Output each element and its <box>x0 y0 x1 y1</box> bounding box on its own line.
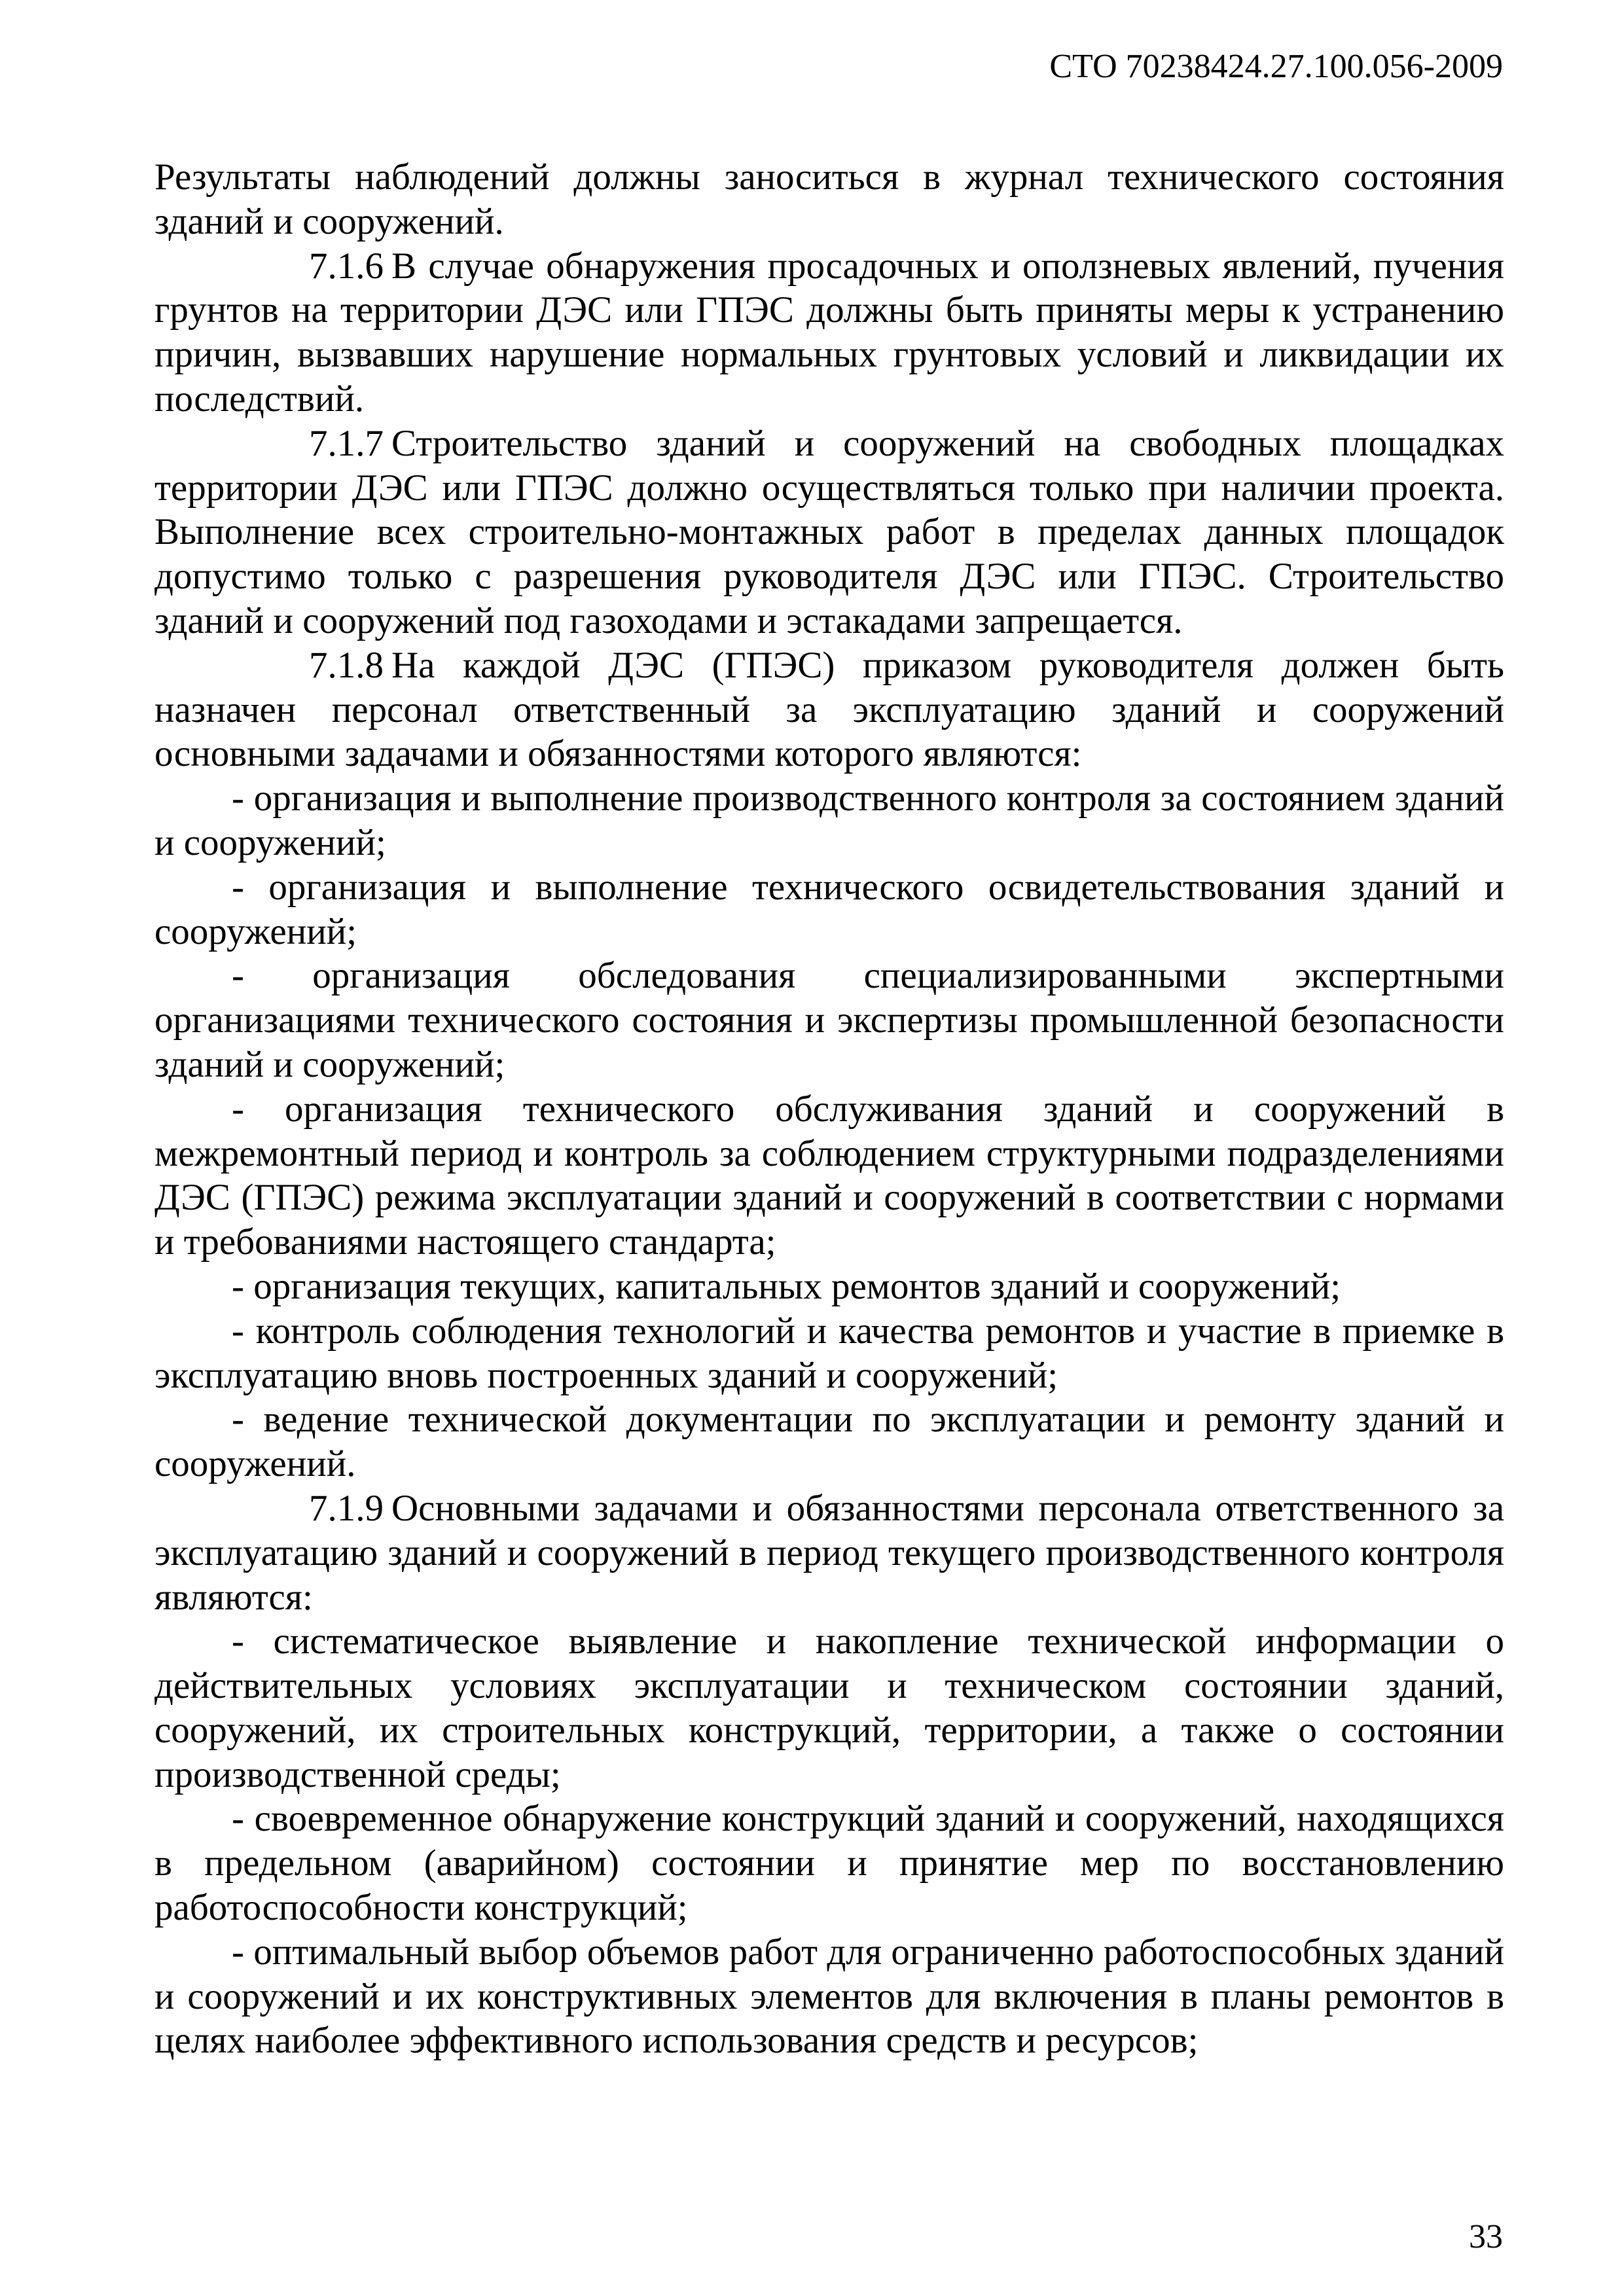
clause-number: 7.1.7 <box>309 422 384 464</box>
page-number: 33 <box>1469 2218 1503 2255</box>
document-code-header: СТО 70238424.27.100.056-2009 <box>1049 48 1503 85</box>
clause-number: 7.1.8 <box>309 644 384 686</box>
list-item <box>154 865 1504 954</box>
list-item <box>154 1265 1504 1309</box>
clause-text: Основными задачами и обязанностями персонала ответственного за эксплуатацию зданий и сооружений в период текущего производственного контроля являются: <box>154 1487 1504 1618</box>
list-item <box>154 1619 1504 1797</box>
paragraph-continuation <box>154 155 1504 244</box>
list-item-text: - организация обследования специализированными экспертными организациями технического состояния и экспертизы промышленной безопасности зданий и сооружений; <box>154 955 1504 1085</box>
list-item-text: - организация и выполнение технического освидетельствования зданий и сооружений; <box>154 866 1504 952</box>
clause-text: В случае обнаружения просадочных и оползневых явлений, пучения грунтов на территории ДЭС или ГПЭС должны быть приняты меры к устранению причин, вызвавших нарушение нормальных грунтовых условий и ликвидации их последствий. <box>154 245 1504 420</box>
clause-number: 7.1.9 <box>309 1487 384 1529</box>
list-item-text: - организация текущих, капитальных ремонтов зданий и сооружений; <box>232 1265 1341 1307</box>
list-item <box>154 1397 1504 1486</box>
list-item-text: - организация и выполнение производственного контроля за состоянием зданий и сооружений; <box>154 778 1504 863</box>
list-item <box>154 1087 1504 1265</box>
list-item <box>154 954 1504 1086</box>
document-body <box>154 155 1504 2063</box>
clause-7-1-8 <box>154 643 1504 776</box>
paragraph-text: Результаты наблюдений должны заноситься в журнал технического состояния зданий и сооружений. <box>154 156 1504 242</box>
list-item-text: - оптимальный выбор объемов работ для ограниченно работоспособных зданий и сооружений и их конструктивных элементов для включения в планы ремонтов в целях наиболее эффективного использования средств и ресурсов; <box>154 1931 1504 2062</box>
clause-number: 7.1.6 <box>309 245 384 287</box>
list-item-text: - систематическое выявление и накопление технической информации о действительных условиях эксплуатации и техническом состоянии зданий, сооружений, их строительных конструкций, территории, а также о состоянии производственной среды; <box>154 1621 1504 1795</box>
list-item <box>154 1797 1504 1929</box>
list-item <box>154 1930 1504 2063</box>
list-item-text: - ведение технической документации по эксплуатации и ремонту зданий и сооружений. <box>154 1399 1504 1485</box>
clause-text: Строительство зданий и сооружений на свободных площадках территории ДЭС или ГПЭС должно осуществляться только при наличии проекта. Выполнение всех строительно-монтажных работ в пределах данных площадок допустимо только с разрешения руководителя ДЭС или ГПЭС. Строительство зданий и сооружений под газоходами и эстакадами запрещается. <box>154 422 1504 641</box>
list-item <box>154 776 1504 865</box>
list-item-text: - своевременное обнаружение конструкций зданий и сооружений, находящихся в предельном (аварийном) состоянии и принятие мер по восстановлению работоспособности конструкций; <box>154 1798 1504 1929</box>
list-item <box>154 1309 1504 1398</box>
clause-7-1-9 <box>154 1486 1504 1619</box>
clause-7-1-6 <box>154 244 1504 422</box>
clause-7-1-7 <box>154 422 1504 643</box>
list-item-text: - контроль соблюдения технологий и качества ремонтов и участие в приемке в эксплуатацию вновь построенных зданий и сооружений; <box>154 1310 1504 1396</box>
list-item-text: - организация технического обслуживания зданий и сооружений в межремонтный период и контроль за соблюдением структурными подразделениями ДЭС (ГПЭС) режима эксплуатации зданий и сооружений в соответствии с нормами и требованиями настоящего стандарта; <box>154 1088 1504 1263</box>
clause-text: На каждой ДЭС (ГПЭС) приказом руководителя должен быть назначен персонал ответственный за эксплуатацию зданий и сооружений основными задачами и обязанностями которого являются: <box>154 644 1504 775</box>
